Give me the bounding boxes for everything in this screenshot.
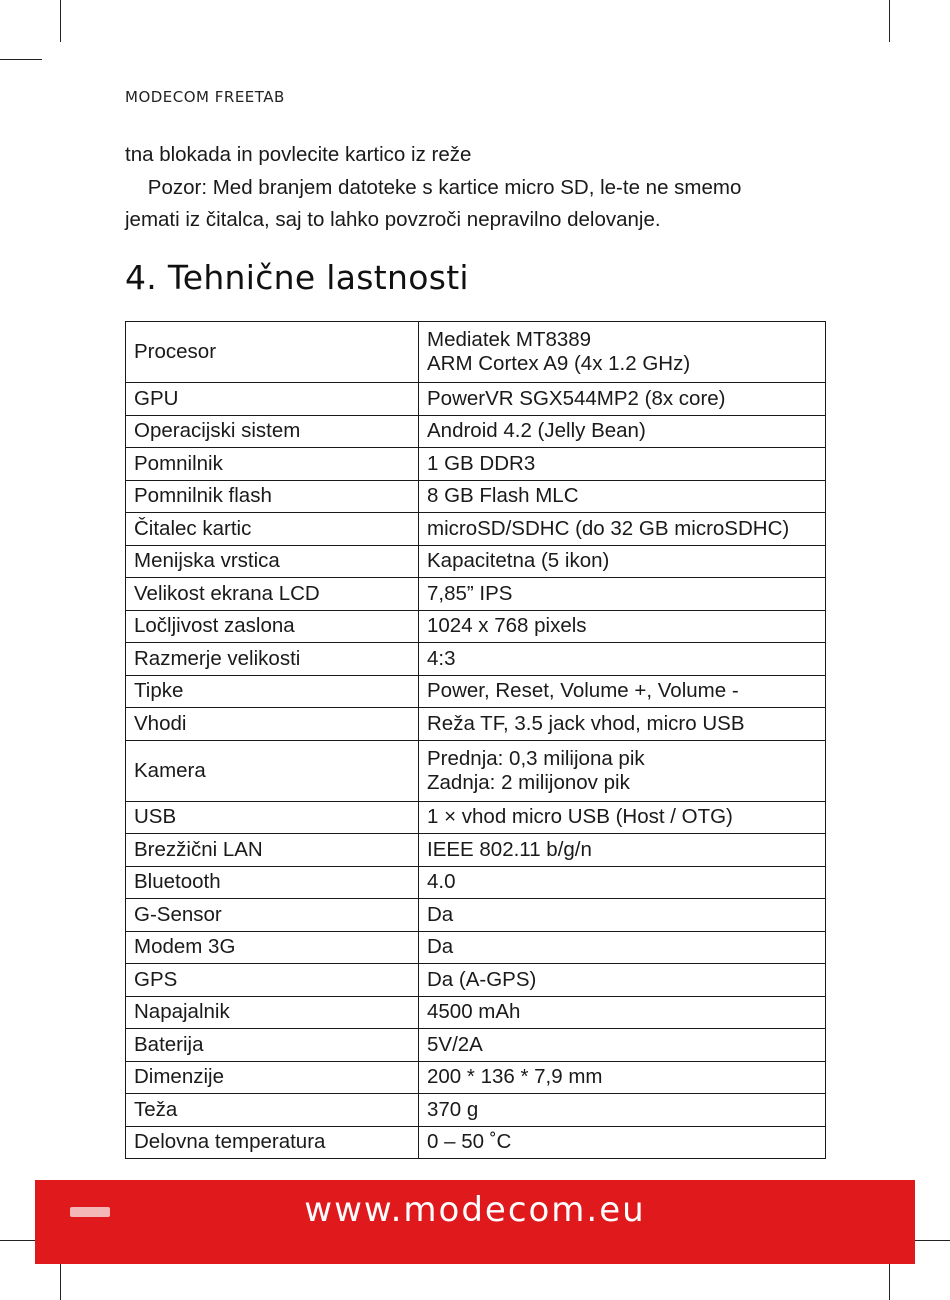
spec-label: Brezžični LAN <box>126 834 419 867</box>
spec-row <box>126 322 826 383</box>
spec-value: Da (A-GPS) <box>419 964 826 997</box>
spec-label: G-Sensor <box>126 899 419 932</box>
spec-value: 5V/2A <box>419 1029 826 1062</box>
spec-label: Kamera <box>126 740 419 801</box>
spec-label: Razmerje velikosti <box>126 643 419 676</box>
footer-url: www.modecom.eu <box>304 1190 646 1230</box>
spec-row <box>126 578 826 611</box>
spec-value: 0 – 50 ˚C <box>419 1126 826 1159</box>
spec-row <box>126 1029 826 1062</box>
spec-row <box>126 383 826 416</box>
spec-label: Velikost ekrana LCD <box>126 578 419 611</box>
spec-row <box>126 480 826 513</box>
spec-row <box>126 740 826 801</box>
spec-row <box>126 675 826 708</box>
spec-row <box>126 545 826 578</box>
spec-value: 8 GB Flash MLC <box>419 480 826 513</box>
spec-label: Čitalec kartic <box>126 513 419 546</box>
spec-label: Napajalnik <box>126 996 419 1029</box>
spec-value: Power, Reset, Volume +, Volume - <box>419 675 826 708</box>
spec-value: Da <box>419 931 826 964</box>
spec-value: 200 * 136 * 7,9 mm <box>419 1061 826 1094</box>
running-header: MODECOM FREETAB <box>125 88 285 106</box>
body-text-line-3: jemati iz čitalca, saj to lahko povzroči nepravilno delovanje. <box>125 208 661 231</box>
spec-row <box>126 513 826 546</box>
crop-mark-top-right-v <box>889 0 890 42</box>
spec-label: Baterija <box>126 1029 419 1062</box>
spec-value: microSD/SDHC (do 32 GB microSDHC) <box>419 513 826 546</box>
spec-row <box>126 1061 826 1094</box>
section-heading: 4. Tehnične lastnosti <box>125 258 469 297</box>
spec-row <box>126 448 826 481</box>
spec-value: 1 × vhod micro USB (Host / OTG) <box>419 801 826 834</box>
body-text-line-2: Pozor: Med branjem datoteke s kartice micro SD, le-te ne smemo <box>125 176 742 199</box>
spec-value: 7,85” IPS <box>419 578 826 611</box>
spec-value: IEEE 802.11 b/g/n <box>419 834 826 867</box>
spec-row <box>126 801 826 834</box>
spec-row <box>126 866 826 899</box>
spec-row <box>126 834 826 867</box>
spec-label: Pomnilnik <box>126 448 419 481</box>
spec-row <box>126 1094 826 1127</box>
spec-label: USB <box>126 801 419 834</box>
spec-value: Prednja: 0,3 milijona pik Zadnja: 2 milijonov pik <box>419 740 826 801</box>
crop-mark-top-left-h <box>0 59 42 60</box>
spec-value: 4500 mAh <box>419 996 826 1029</box>
spec-value: 1 GB DDR3 <box>419 448 826 481</box>
spec-label: Vhodi <box>126 708 419 741</box>
spec-row <box>126 708 826 741</box>
body-text-line-1: tna blokada in povlecite kartico iz reže <box>125 143 472 166</box>
spec-value: 4:3 <box>419 643 826 676</box>
crop-mark-bottom-right-v <box>889 1258 890 1300</box>
spec-value: 370 g <box>419 1094 826 1127</box>
spec-row <box>126 610 826 643</box>
spec-value: Da <box>419 899 826 932</box>
spec-value: 1024 x 768 pixels <box>419 610 826 643</box>
spec-label: Modem 3G <box>126 931 419 964</box>
spec-label: Ločljivost zaslona <box>126 610 419 643</box>
spec-label: Dimenzije <box>126 1061 419 1094</box>
spec-row <box>126 964 826 997</box>
spec-table <box>125 321 826 1159</box>
spec-row <box>126 931 826 964</box>
spec-row <box>126 899 826 932</box>
spec-value: Reža TF, 3.5 jack vhod, micro USB <box>419 708 826 741</box>
spec-label: Delovna temperatura <box>126 1126 419 1159</box>
spec-value: Android 4.2 (Jelly Bean) <box>419 415 826 448</box>
spec-row <box>126 1126 826 1159</box>
spec-value: Kapacitetna (5 ikon) <box>419 545 826 578</box>
crop-mark-top-left-v <box>60 0 61 42</box>
spec-label: Menijska vrstica <box>126 545 419 578</box>
spec-label: Procesor <box>126 322 419 383</box>
spec-value: PowerVR SGX544MP2 (8x core) <box>419 383 826 416</box>
spec-label: GPS <box>126 964 419 997</box>
spec-label: GPU <box>126 383 419 416</box>
crop-mark-bottom-left-v <box>60 1258 61 1300</box>
spec-value: Mediatek MT8389 ARM Cortex A9 (4x 1.2 GHz) <box>419 322 826 383</box>
spec-label: Tipke <box>126 675 419 708</box>
spec-label: Pomnilnik flash <box>126 480 419 513</box>
spec-value: 4.0 <box>419 866 826 899</box>
spec-row <box>126 643 826 676</box>
spec-label: Operacijski sistem <box>126 415 419 448</box>
spec-row <box>126 996 826 1029</box>
spec-label: Bluetooth <box>126 866 419 899</box>
spec-row <box>126 415 826 448</box>
spec-label: Teža <box>126 1094 419 1127</box>
